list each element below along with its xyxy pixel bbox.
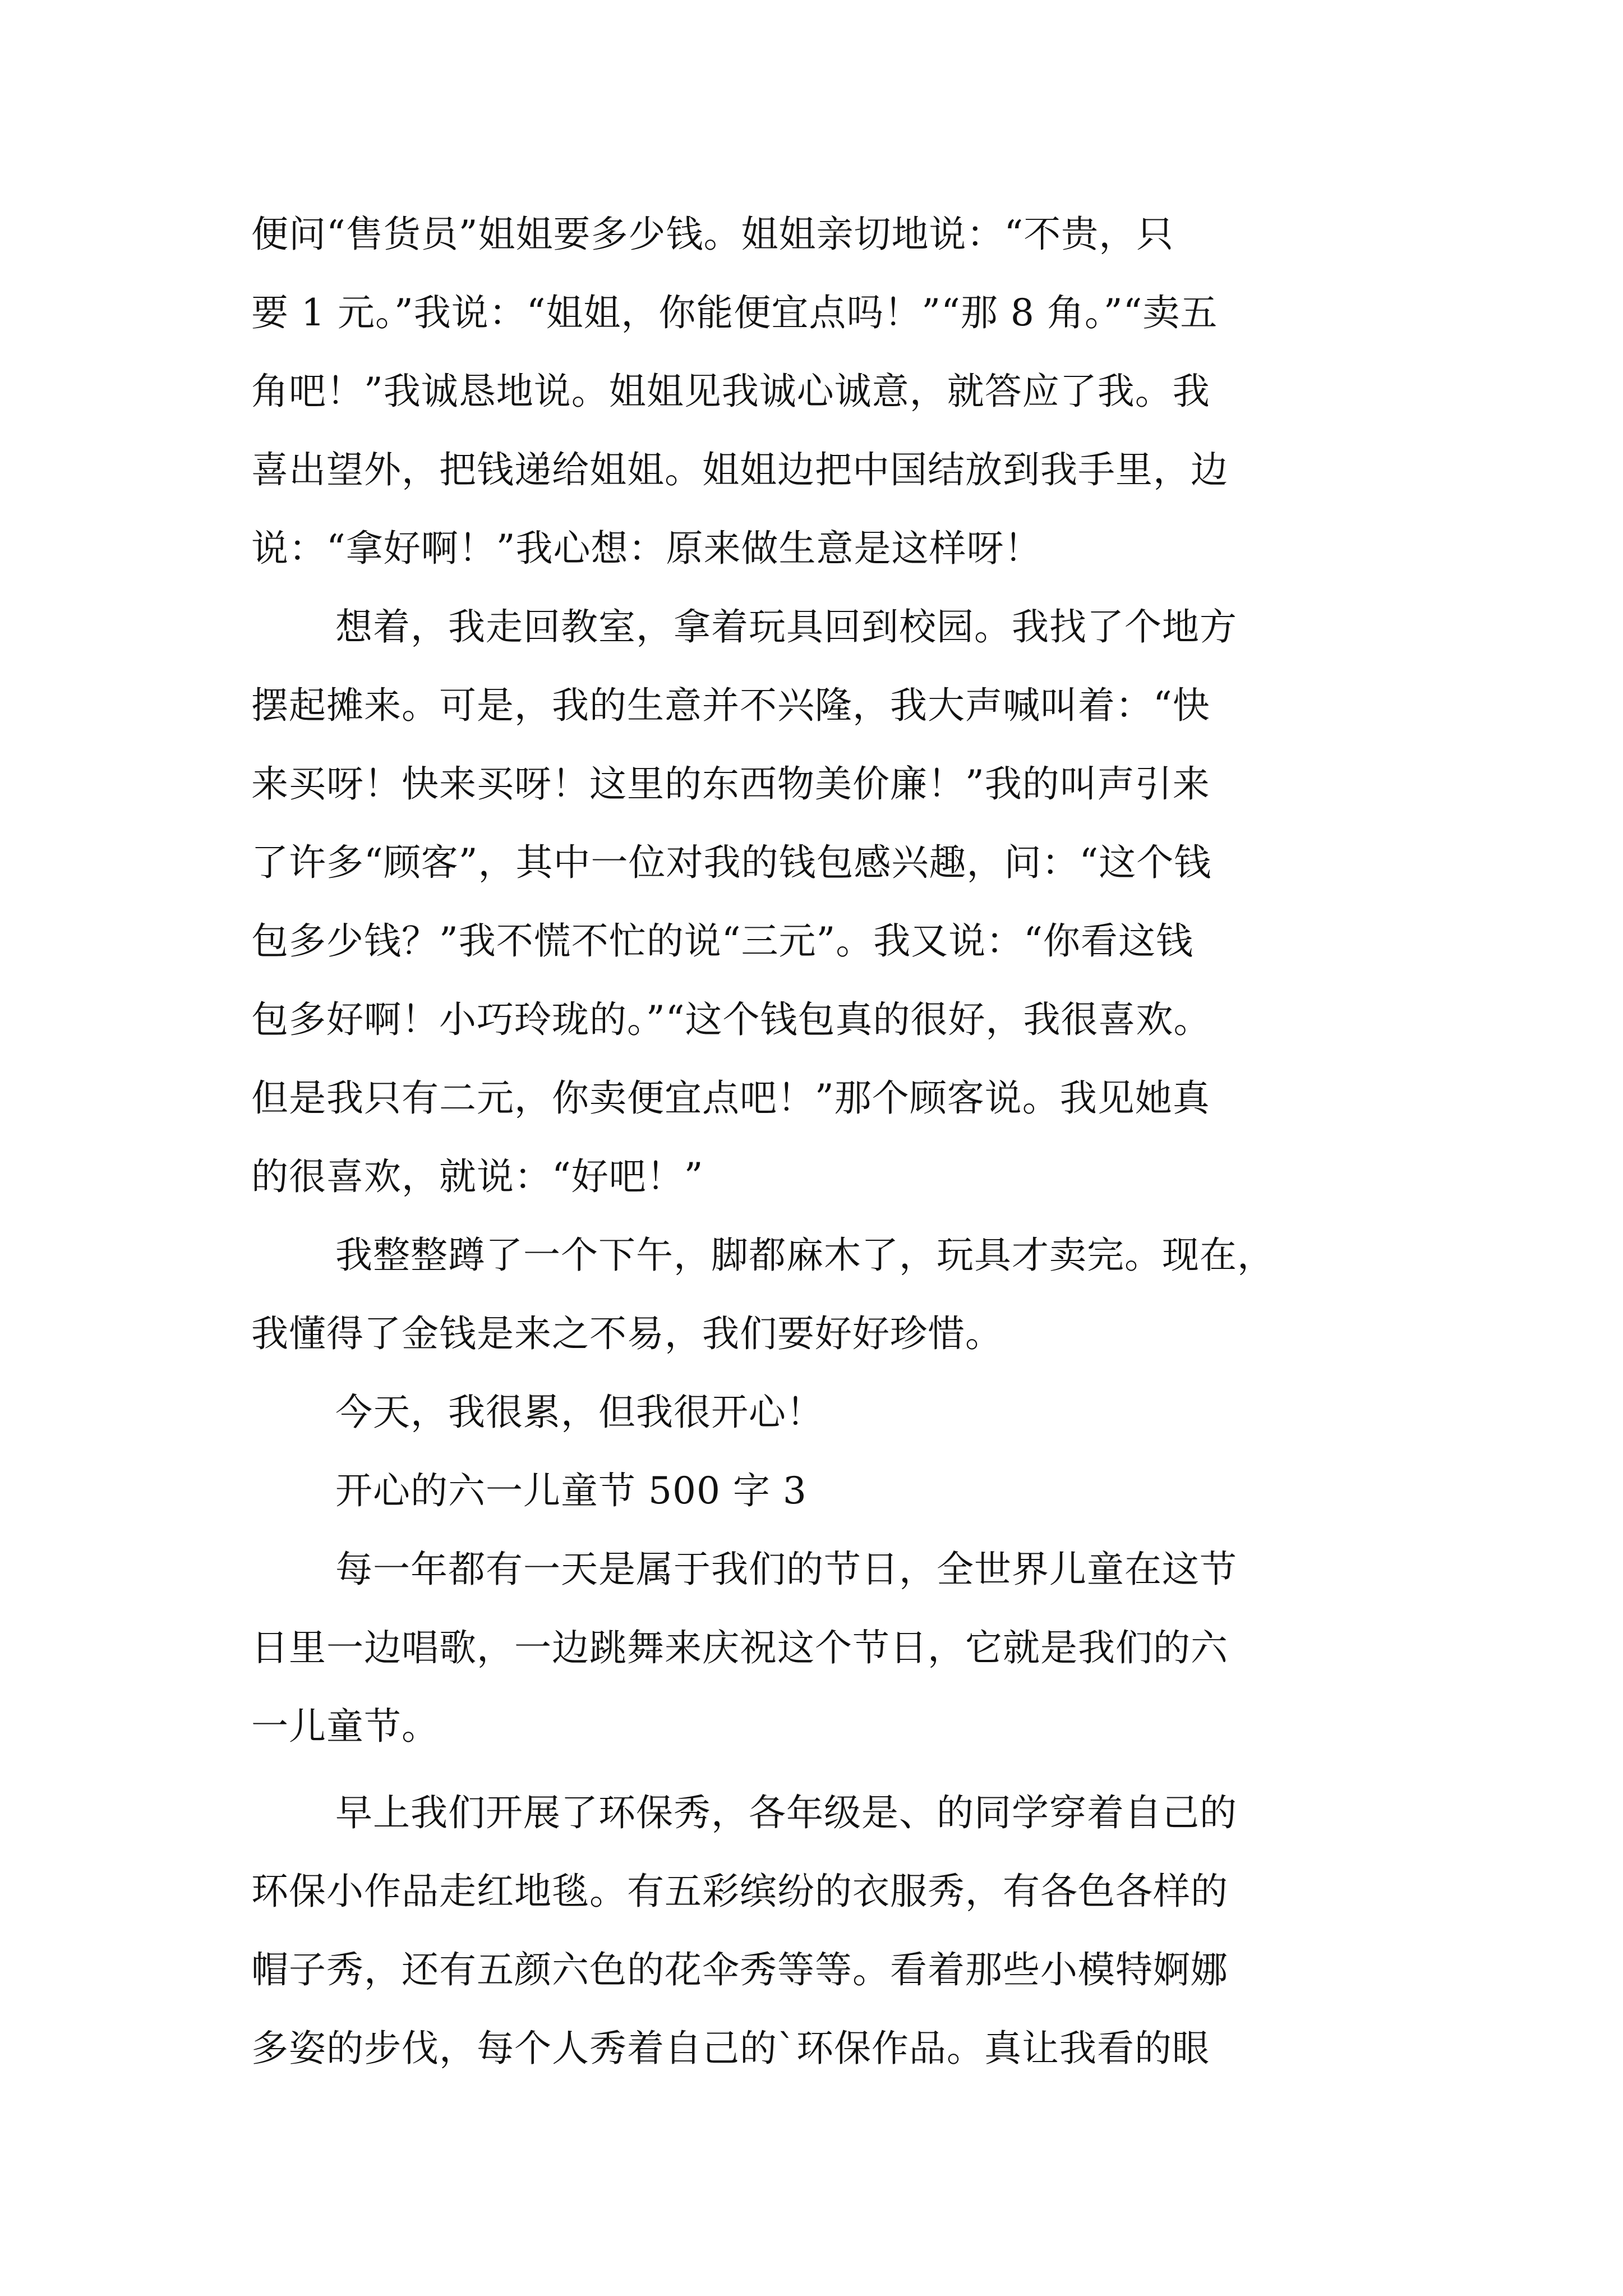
text-line: 日里一边唱歌，一边跳舞来庆祝这个节日，它就是我们的六 (251, 1626, 1228, 1669)
text-line: 喜出望外，把钱递给姐姐。姐姐边把中国结放到我手里，边 (251, 448, 1228, 491)
section-title: 开心的六一儿童节 500 字 3 (335, 1469, 807, 1512)
paragraph-start-line: 我整整蹲了一个下午，脚都麻木了，玩具才卖完。现在， (335, 1234, 1275, 1277)
text-line: 包多少钱？”我不慌不忙的说“三元”。我又说：“你看这钱 (251, 919, 1193, 963)
text-line: 环保小作品走红地毯。有五彩缤纷的衣服秀，有各色各样的 (251, 1870, 1228, 1913)
text-line: 来买呀！快来买呀！这里的东西物美价廉！”我的叫声引来 (251, 762, 1210, 806)
text-line: 摆起摊来。可是，我的生意并不兴隆，我大声喊叫着：“快 (251, 684, 1210, 727)
paragraph-start-line: 早上我们开展了环保秀，各年级是、的同学穿着自己的 (335, 1791, 1237, 1834)
text-line: 便问“售货员”姐姐要多少钱。姐姐亲切地说：“不贵，只 (251, 213, 1174, 256)
text-line: 多姿的步伐，每个人秀着自己的`环保作品。真让我看的眼 (251, 2027, 1210, 2070)
text-line: 的很喜欢，就说：“好吧！” (251, 1155, 704, 1198)
paragraph-start-line: 每一年都有一天是属于我们的节日，全世界儿童在这节 (335, 1548, 1237, 1591)
text-line: 帽子秀，还有五颜六色的花伞秀等等。看着那些小模特婀娜 (251, 1948, 1228, 1991)
text-line: 一儿童节。 (251, 1705, 439, 1748)
text-line: 要 1 元。”我说：“姐姐，你能便宜点吗！”“那 8 角。”“卖五 (251, 291, 1218, 334)
paragraph-start-line: 想着，我走回教室，拿着玩具回到校园。我找了个地方 (335, 605, 1237, 648)
text-line: 但是我只有二元，你卖便宜点吧！”那个顾客说。我见她真 (251, 1076, 1210, 1120)
text-line: 包多好啊！小巧玲珑的。”“这个钱包真的很好，我很喜欢。 (251, 998, 1211, 1041)
text-line: 说：“拿好啊！”我心想：原来做生意是这样呀！ (251, 527, 1042, 570)
text-line: 角吧！”我诚恳地说。姐姐见我诚心诚意，就答应了我。我 (251, 370, 1210, 413)
paragraph-start-line: 今天，我很累，但我很开心！ (335, 1391, 824, 1434)
essay-text-body (251, 195, 1390, 2088)
text-line: 了许多“顾客”，其中一位对我的钱包感兴趣，问：“这个钱 (251, 841, 1212, 884)
text-line: 我懂得了金钱是来之不易，我们要好好珍惜。 (251, 1312, 1003, 1355)
